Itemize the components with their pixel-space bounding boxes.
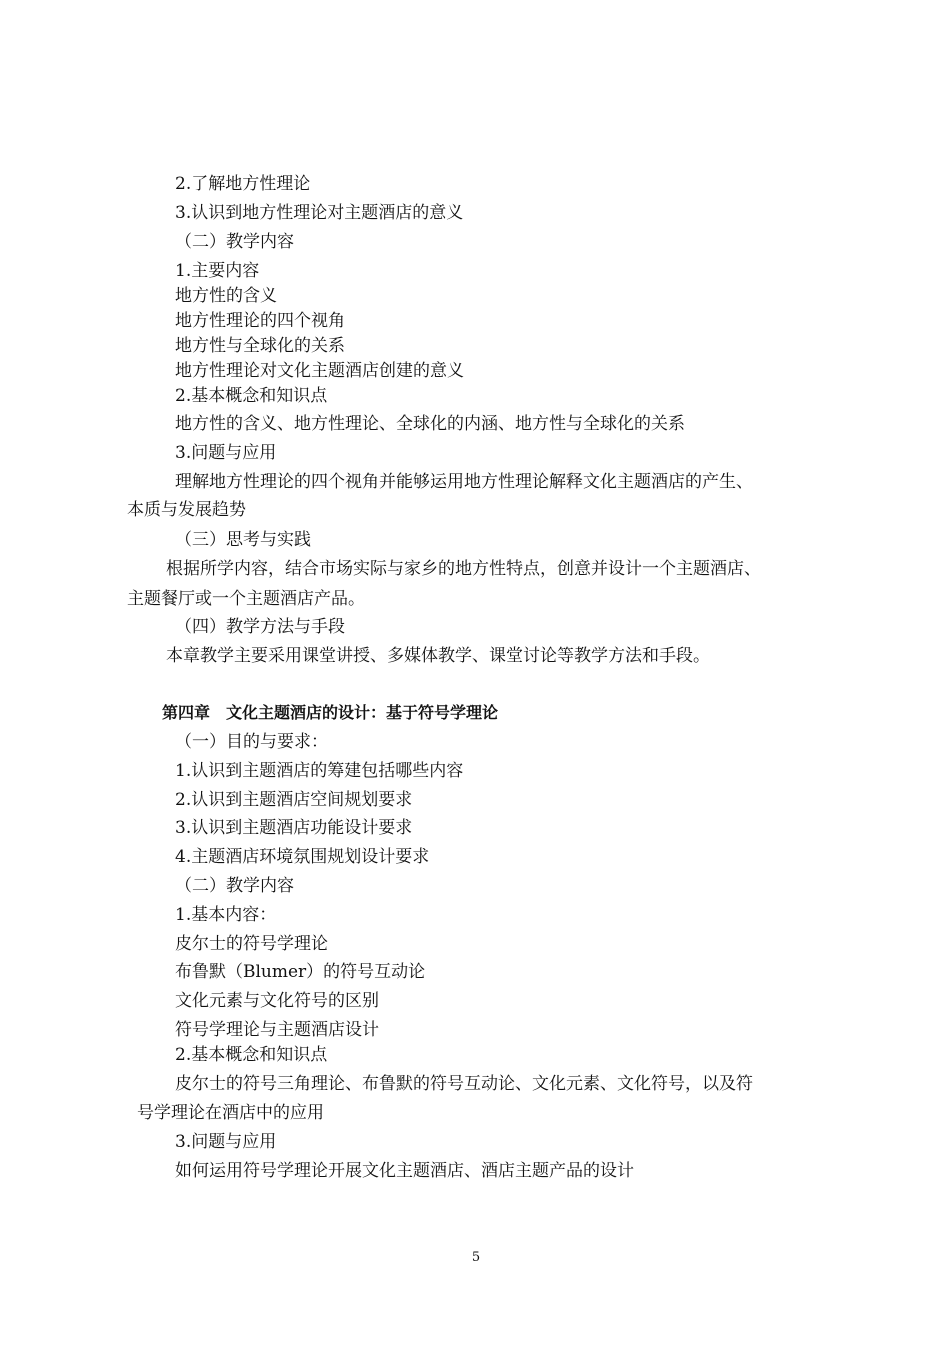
section-heading: （四）教学方法与手段 [175,617,345,637]
section-heading: （三）思考与实践 [175,530,311,550]
text-line: 3.问题与应用 [175,443,277,463]
chapter-heading: 第四章 文化主题酒店的设计：基于符号学理论 [162,703,499,722]
paragraph-line: 理解地方性理论的四个视角并能够运用地方性理论解释文化主题酒店的产生、 [175,472,753,492]
text-line: 地方性的含义 [175,286,277,306]
text-line: 3.问题与应用 [175,1132,277,1152]
paragraph-line: 本章教学主要采用课堂讲授、多媒体教学、课堂讨论等教学方法和手段。 [166,646,710,666]
text-line: 地方性理论的四个视角 [175,311,345,331]
paragraph-line: 本质与发展趋势 [127,500,246,520]
text-line: 1.认识到主题酒店的筹建包括哪些内容 [175,761,464,781]
text-line: 3.认识到主题酒店功能设计要求 [175,818,413,838]
text-line: 3.认识到地方性理论对主题酒店的意义 [175,203,464,223]
text-line: 如何运用符号学理论开展文化主题酒店、酒店主题产品的设计 [175,1161,634,1181]
paragraph-line: 根据所学内容，结合市场实际与家乡的地方性特点，创意并设计一个主题酒店、 [166,559,761,579]
paragraph-line: 皮尔士的符号三角理论、布鲁默的符号互动论、文化元素、文化符号，以及符 [175,1074,753,1094]
text-line: 文化元素与文化符号的区别 [175,991,379,1011]
paragraph-line: 主题餐厅或一个主题酒店产品。 [127,589,365,609]
text-line: 地方性与全球化的关系 [175,336,345,356]
paragraph-line: 号学理论在酒店中的应用 [137,1103,324,1123]
section-heading: （一）目的与要求： [175,732,328,752]
text-line: 1.主要内容 [175,261,260,281]
text-line: 符号学理论与主题酒店设计 [175,1020,379,1040]
section-heading: （二）教学内容 [175,232,294,252]
text-line: 布鲁默（Blumer）的符号互动论 [175,962,426,982]
text-line: 地方性理论对文化主题酒店创建的意义 [175,361,464,381]
text-line: 2.基本概念和知识点 [175,1045,328,1065]
text-line: 地方性的含义、地方性理论、全球化的内涵、地方性与全球化的关系 [175,414,685,434]
text-line: 1.基本内容： [175,905,277,925]
text-line: 4.主题酒店环境氛围规划设计要求 [175,847,430,867]
section-heading: （二）教学内容 [175,876,294,896]
text-line: 2.认识到主题酒店空间规划要求 [175,790,413,810]
text-line: 2.了解地方性理论 [175,174,311,194]
text-line: 皮尔士的符号学理论 [175,934,328,954]
text-line: 2.基本概念和知识点 [175,386,328,406]
page-number: 5 [471,1250,481,1265]
